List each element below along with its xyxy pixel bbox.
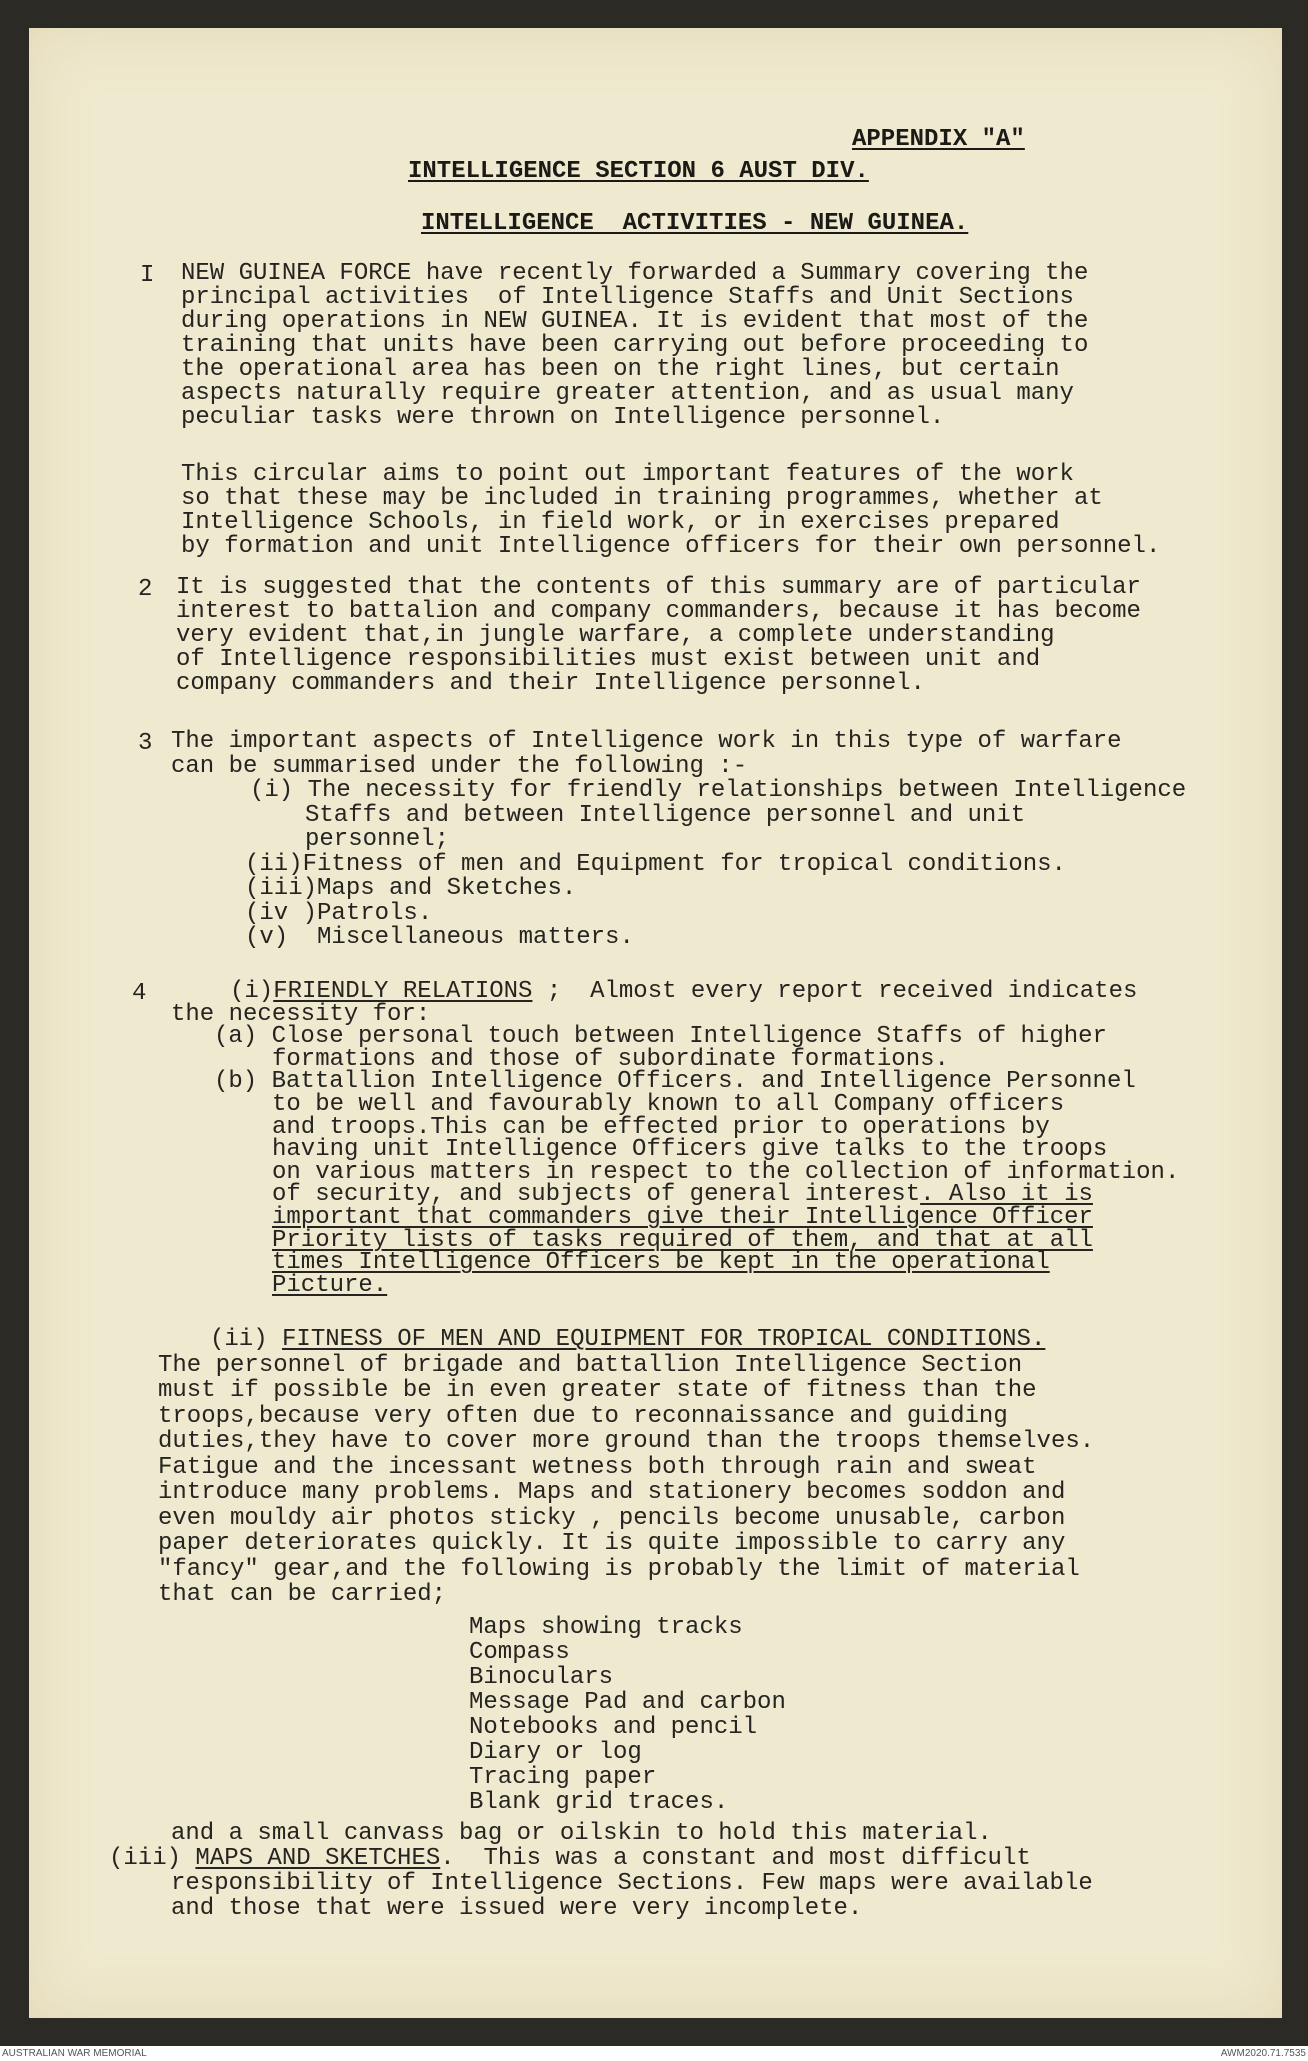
text-line [171,752,748,780]
text-segment: and those that were issued were very incomplete. [171,1895,863,1922]
text-line [210,1328,1045,1352]
text-segment: and a small canvass bag or oilskin to hold this material. [171,1820,992,1847]
text-segment: The personnel of brigade and battallion Intelligence Section [158,1351,1023,1379]
text-segment: and troops.This can be effected prior to operations by [272,1113,1050,1141]
text-line [158,1379,1037,1403]
text-line [469,1766,656,1790]
text-line [181,511,1060,535]
text-line [305,801,1026,829]
text-segment: formations and those of subordinate formations. [272,1045,949,1073]
text-line [158,1430,1094,1454]
text-line [171,730,1122,754]
text-segment: duties,they have to cover more ground than the troops themselves. [158,1428,1095,1455]
text-segment: (a) Close personal touch between Intelligence Staffs of higher [214,1023,1107,1051]
text-line [158,1504,1066,1532]
text-segment: Fatigue and the incessant wetness both through rain and sweat [158,1453,1037,1481]
text-line [176,648,1040,672]
text-segment: to be well and favourably known to all Company officers [272,1091,1065,1118]
text-line [245,899,433,927]
text-segment: the operational area has been on the right lines, but certain [181,356,1060,383]
text-segment: on various matters in respect to the collection of information. [272,1158,1180,1186]
text-line [245,850,1066,878]
text-segment: Intelligence Schools, in field work, or in exercises prepared [181,509,1060,536]
text-line [181,463,1074,487]
appendix-label: APPENDIX "A" [852,126,1025,153]
text-line [469,1716,757,1740]
text-segment: Tracing paper [469,1764,657,1791]
text-line [158,1555,1080,1583]
text-line [469,1741,642,1765]
text-line [181,286,1074,310]
text-line [158,1583,446,1607]
text-segment: Message Pad and carbon [469,1689,786,1716]
text-segment: aspects naturally require greater attention, and as usual many [181,380,1074,407]
text-line [171,1872,1093,1896]
text-segment: company commanders and their Intelligence personnel. [176,670,925,697]
text-segment: (b) Battallion Intelligence Officers. and Intelligence Personnel [214,1068,1136,1096]
text-line [181,382,1074,406]
text-segment: ; Almost every report received indicates [532,978,1138,1005]
text-segment: (i) The necessity for friendly relationships between Intelligence [250,777,1187,804]
underlined-text: important that commanders give their Intelligence Officer [272,1204,1093,1231]
text-segment: It is suggested that the contents of this summary are of particular [176,574,1141,601]
text-segment: so that these may be included in training programmes, whether at [181,485,1103,512]
text-line [158,1453,1037,1481]
text-segment: responsibility of Intelligence Sections. Few maps were available [171,1870,1093,1897]
text-line [158,1532,1065,1556]
text-segment: paper deteriorates quickly. It is quite impossible to carry any [158,1530,1066,1557]
text-segment: even mouldy air photos sticky , pencils become unusable, carbon [158,1504,1066,1532]
text-line [272,1251,1050,1275]
text-line [181,406,944,430]
text-line [469,1641,570,1665]
text-segment: Compass [469,1639,570,1666]
text-segment: introduce many problems. Maps and stationery becomes soddon and [158,1479,1066,1506]
underlined-text: Priority lists of tasks required of them, and that at all [272,1226,1093,1254]
text-segment: (ii)Fitness of men and Equipment for tropical conditions. [245,850,1066,878]
text-segment: "fancy" gear,and the following is probably the limit of material [158,1555,1080,1583]
text-line [469,1691,786,1715]
paragraph-number: 4 [132,980,147,1007]
paragraph-number: 3 [138,730,153,757]
text-segment: (iii)Maps and Sketches. [245,875,577,902]
text-segment: training that units have been carrying out before proceeding to [181,332,1089,359]
text-line [176,672,925,696]
text-line [171,1822,992,1846]
document-subtitle: INTELLIGENCE ACTIVITIES - NEW GUINEA. [421,210,969,237]
text-line [181,310,1088,334]
text-line [245,926,634,950]
text-line [176,624,1055,648]
text-segment: The important aspects of Intelligence work in this type of warfare [171,728,1122,755]
underlined-text: FRIENDLY RELATIONS [273,978,533,1005]
text-segment: during operations in NEW GUINEA. It is evident that most of the [181,308,1089,335]
text-line [181,358,1060,382]
text-segment: Staffs and between Intelligence personnel and unit [305,801,1026,829]
text-segment: (ii) [210,1326,283,1353]
text-line [305,828,449,852]
text-segment: Diary or log [469,1739,642,1766]
text-segment: peculiar tasks were thrown on Intelligence personnel. [181,404,945,431]
text-line [171,1897,862,1921]
text-segment: Notebooks and pencil [469,1714,758,1741]
text-line [176,600,1141,624]
text-segment: personnel; [305,826,450,853]
text-line [272,1271,388,1299]
text-line [176,576,1141,600]
text-segment: by formation and unit Intelligence officers for their own personnel. [181,533,1161,560]
document-title: INTELLIGENCE SECTION 6 AUST DIV. [408,158,869,185]
underlined-text: Picture. [272,1271,388,1299]
text-segment: (v) Miscellaneous matters. [245,924,634,951]
text-line [109,1847,1031,1871]
text-segment: Binoculars [469,1664,614,1691]
text-segment: very evident that,in jungle warfare, a complete understanding [176,622,1055,649]
text-line [158,1351,1023,1379]
text-segment: principal activities of Intelligence Staffs and Unit Sections [181,284,1074,311]
text-line [250,779,1186,803]
text-line [469,1666,613,1690]
underlined-text: . Also it is [920,1181,1093,1209]
text-segment: of security, and subjects of general interest [272,1181,921,1209]
text-segment: (iv )Patrols. [245,899,433,927]
text-segment: troops,because very often due to reconnaissance and guiding [158,1402,1008,1430]
underlined-text: FITNESS OF MEN AND EQUIPMENT FOR TROPICAL CONDITIONS. [282,1326,1046,1353]
text-line [158,1402,1008,1430]
text-line [181,487,1103,511]
paragraph-number: 2 [138,576,153,603]
text-segment: that can be carried; [158,1581,447,1608]
text-line [469,1616,743,1640]
text-segment: Maps showing tracks [469,1614,743,1641]
text-segment: NEW GUINEA FORCE have recently forwarded a Summary covering the [181,260,1089,287]
text-line [469,1791,728,1815]
text-line [158,1481,1065,1505]
text-segment: having unit Intelligence Officers give talks to the troops [272,1136,1108,1164]
text-line [181,334,1088,358]
text-segment: (iii) [109,1845,196,1872]
paragraph-number: I [140,262,155,289]
underlined-text: times Intelligence Officers be kept in the operational [272,1249,1050,1277]
text-segment: (i) [230,978,274,1005]
footer-reference: AWM2020.71.7535 [1220,2048,1306,2059]
text-line [181,535,1160,559]
text-segment: . This was a constant and most difficult [440,1845,1031,1872]
underlined-text: MAPS AND SKETCHES [195,1845,441,1872]
text-segment: Blank grid traces. [469,1789,729,1816]
text-line [245,877,576,901]
text-segment: This circular aims to point out important features of the work [181,461,1074,488]
footer-source: AUSTRALIAN WAR MEMORIAL [2,2048,147,2059]
text-segment: interest to battalion and company commanders, because it has become [176,598,1141,625]
text-line [181,262,1088,286]
text-segment: must if possible be in even greater state of fitness than the [158,1377,1037,1404]
text-segment: of Intelligence responsibilities must exist between unit and [176,646,1041,673]
text-segment: can be summarised under the following :- [171,752,748,780]
text-segment: the necessity for: [171,1000,431,1028]
